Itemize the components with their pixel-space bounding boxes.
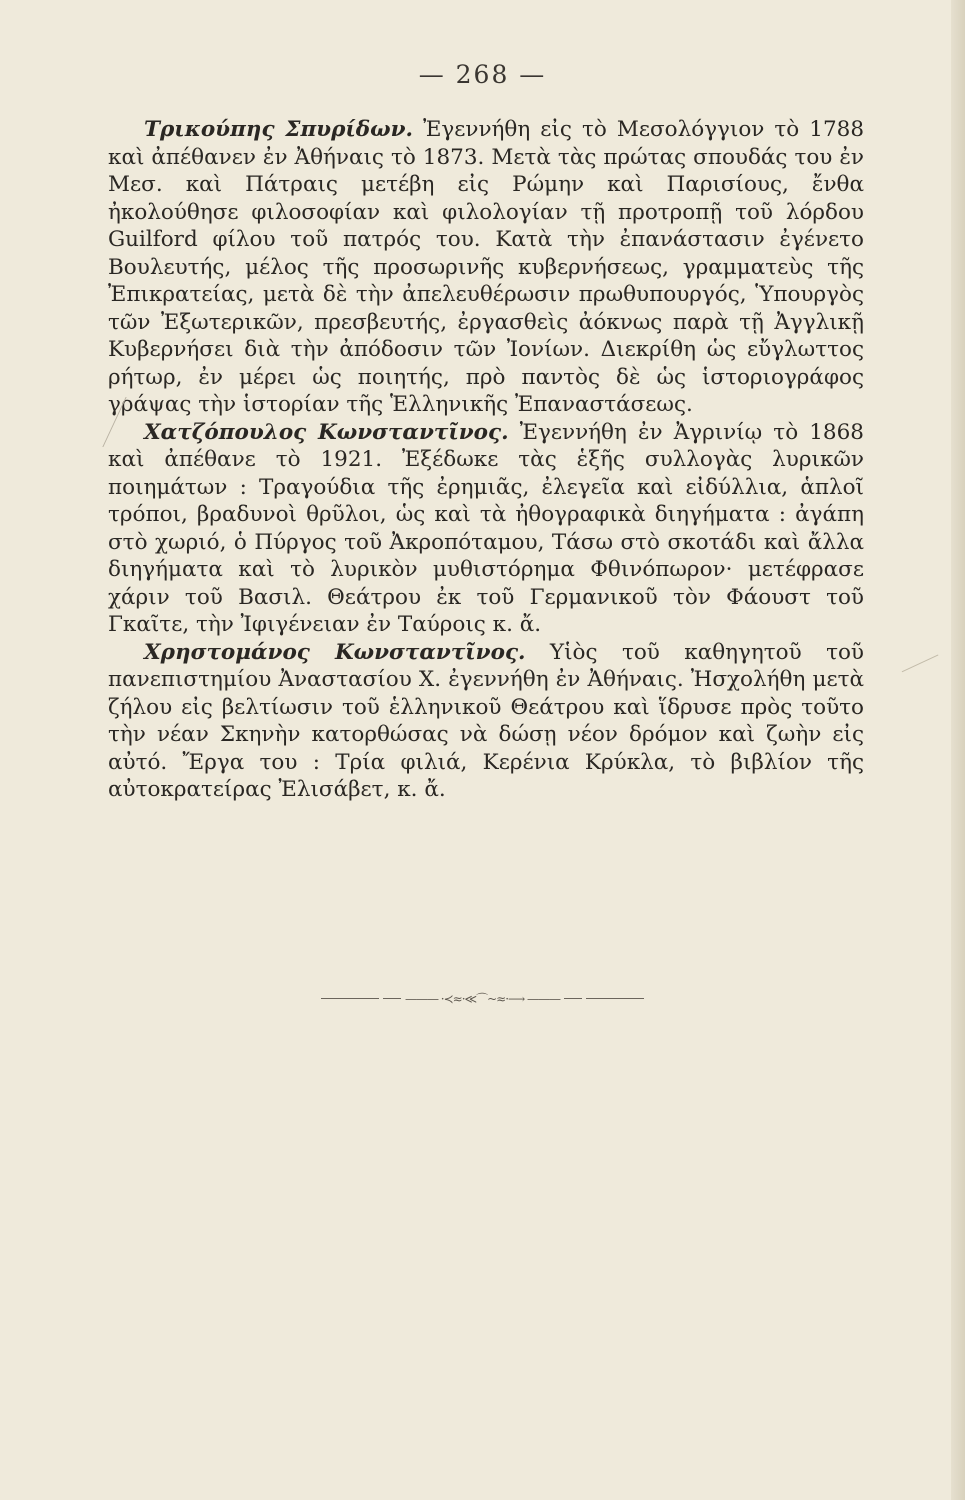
ornament-glyph: ——— ·≺≈·≪⌒~≈·⟶ ——— <box>404 992 561 1006</box>
end-ornament <box>0 990 965 1007</box>
page-number: — 268 — <box>418 60 547 89</box>
ornament-rule <box>586 998 644 999</box>
ornament-rule <box>383 998 401 999</box>
margin-pencil-mark <box>892 633 939 673</box>
page-edge <box>951 0 965 1500</box>
entry-text: Ἐγεννήθη εἰς τὸ Μεσολόγγιον τὸ 1788 καὶ ἀπέθανεν ἐν Ἀθήναις τὸ 1873. Μετὰ τὰς πρώτας σπουδάς του ἐν Μεσ. καὶ Πάτραις μετέβη εἰς Ρώμην καὶ Παρισίους, ἔνθα ἠκολούθησε φιλοσοφίαν καὶ φιλολογίαν τῇ προτροπῇ τοῦ λόρδου Guilford φίλου τοῦ πατρός του. Κατὰ τὴν ἐπανάστασιν ἐγένετο Βουλευτής, μέλος τῆς προσωρινῆς κυβερνήσεως, γραμματεὺς τῆς Ἐπικρατείας, μετὰ δὲ τὴν ἀπελευθέρωσιν πρωθυπουργός, Ὑπουργὸς τῶν Ἐξωτερικῶν, πρεσβευτής, ἐργασθεὶς ἀόκνως παρὰ τῇ Ἀγγλικῇ Κυβερνήσει διὰ τὴν ἀπόδοσιν τῶν Ἰονίων. Διεκρίθη ὡς εὔγλωττος ρήτωρ, ἐν μέρει ὡς ποιητής, πρὸ παντὸς δὲ ὡς ἱστοριογράφος γράψας τὴν ἱστορίαν τῆς Ἑλληνικῆς Ἐπαναστάσεως. <box>108 117 864 417</box>
entry-trikoupis <box>108 116 864 419</box>
ornament-rule <box>321 998 379 999</box>
entry-name: Χρηστομάνος Κωνσταντῖνος. <box>144 639 526 665</box>
entry-text: Ἐγεννήθη ἐν Ἀγρινίῳ τὸ 1868 καὶ ἀπέθανε τὸ 1921. Ἐξέδωκε τὰς ἑξῆς συλλογὰς λυρικῶν ποιημάτων : Τραγούδια τῆς ἐρημιᾶς, ἐλεγεῖα καὶ εἰδύλλια, ἁπλοῖ τρόποι, βραδυνοὶ θρῦλοι, ὡς καὶ τὰ ἠθογραφικὰ διηγήματα : ἀγάπη στὸ χωριό, ὁ Πύργος τοῦ Ἀκροπόταμου, Τάσω στὸ σκοτάδι καὶ ἄλλα διηγήματα καὶ τὸ λυρικὸν μυθιστόρημα Φθινόπωρον· μετέφρασε χάριν τοῦ Βασιλ. Θεάτρου ἐκ τοῦ Γερμανικοῦ τὸν Φάουστ τοῦ Γκαῖτε, τὴν Ἰφιγένειαν ἐν Ταύροις κ. ἄ. <box>108 419 864 637</box>
entry-christomanos <box>108 639 864 804</box>
entry-chatzopoulos <box>108 419 864 639</box>
entry-text: Υἱὸς τοῦ καθηγητοῦ τοῦ πανεπιστημίου Ἀναστασίου Χ. ἐγεννήθη ἐν Ἀθήναις. Ἠσχολήθη μετὰ ζήλου εἰς βελτίωσιν τοῦ ἑλληνικοῦ Θεάτρου καὶ ἵδρυσε πρὸς τοῦτο τὴν νέαν Σκηνὴν κατορθώσας νὰ δώσῃ νέον δρόμον καὶ ζωὴν εἰς αὐτό. Ἔργα του : Τρία φιλιά, Κερένια Κρύκλα, τὸ βιβλίον τῆς αὐτοκρατείρας Ἐλισάβετ, κ. ἄ. <box>108 639 865 802</box>
ornament-rule <box>564 998 582 999</box>
document-body <box>108 116 864 804</box>
entry-name: Χατζόπουλος Κωνσταντῖνος. <box>144 419 509 445</box>
entry-name: Τρικούπης Σπυρίδων. <box>144 117 414 142</box>
